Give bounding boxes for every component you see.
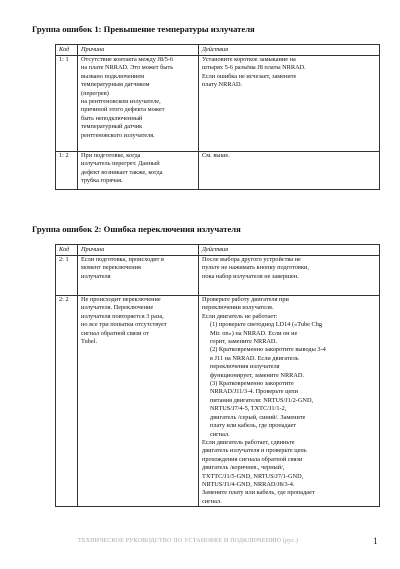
table-row: [56, 296, 380, 507]
error-action: [199, 56, 380, 152]
action-line: штырях 5-6 разъёма J8 платы NRRAD.: [202, 64, 306, 72]
action-line: сигнал.: [210, 430, 230, 438]
action-line: NRTUS/J1/4-GND, NRRAD/J8/3-4.: [202, 480, 295, 488]
error-action: [199, 296, 380, 507]
cause-line: трубка горячая.: [81, 177, 123, 185]
action-line: прохождения сигнала обратной связи: [202, 455, 303, 463]
error-action: [199, 152, 380, 190]
footer-text: ТЕХНИЧЕСКОЕ РУКОВОДСТВО ПО УСТАНОВКЕ И ПОДКЛЮЧЕНИЮ (рус.): [78, 538, 299, 544]
error-cause: [78, 296, 199, 507]
action-line: (3) Кратковременно закоротите: [210, 380, 294, 388]
error-code: 2: 1: [56, 256, 78, 296]
action-line: Mtr. on») на NRRAD. Если он не: [210, 329, 298, 337]
action-line: двигатель излучателя и проверьте цепь: [202, 447, 307, 455]
cause-line: излучателя: [81, 272, 111, 280]
action-line: После выбора другого устройства не: [202, 256, 301, 263]
action-line: в J11 на NRRAD. Если двигатель: [210, 354, 299, 362]
table-row: [56, 152, 380, 190]
group1-table: [55, 44, 380, 190]
cause-line: но все три попытки отсутствует: [81, 321, 167, 329]
cause-line: сигнал обратной связи от: [81, 329, 149, 337]
action-line: Замените плату или кабель, где пропадает: [202, 489, 315, 497]
header-cause: Причина: [78, 245, 199, 256]
action-line: Установите короткое замыкание на: [202, 56, 296, 63]
header-action: Действия: [199, 245, 380, 256]
action-line: (1) проверьте светодиод LD14 («Tube Chg: [210, 321, 322, 329]
group2-title: Группа ошибок 2: Ошибка переключения излучателя: [32, 224, 241, 234]
error-cause: [78, 152, 199, 190]
cause-line: быть неподключенный: [81, 114, 143, 122]
error-cause: [78, 56, 199, 152]
error-code: 2: 2: [56, 296, 78, 507]
cause-line: вызвано подключением: [81, 72, 145, 80]
action-line: сигнал.: [202, 497, 222, 505]
action-line: пульте не нажимать кнопку подготовки,: [202, 264, 309, 272]
action-line: плату NRRAD.: [202, 81, 243, 89]
cause-line: дефект возникает также, когда: [81, 168, 163, 176]
action-line: горит, замените NRRAD.: [210, 338, 278, 346]
error-cause: [78, 256, 199, 296]
cause-line: излучатель перегрет. Данный: [81, 160, 160, 168]
action-line: NRRAD/J11/3-4. Проверьте цепи: [210, 388, 298, 396]
action-line: NRTUS/J7/4-5, TXTC/J1/1-2,: [210, 405, 287, 413]
table-row: [56, 256, 380, 296]
action-line: двигатель /коричнев., черный/,: [202, 464, 285, 472]
action-line: Если двигатель не работает:: [202, 312, 278, 320]
action-line: пока набор излучателя не завершен.: [202, 272, 299, 280]
cause-line: излучателя повторяется 3 раза,: [81, 312, 164, 320]
action-line: Если двигатель работает, сдвиньте: [202, 438, 295, 446]
cause-line: момент переключения: [81, 264, 141, 272]
cause-line: причиной этого дефекта может: [81, 106, 165, 114]
cause-line: на плате NRRAD. Это может быть: [81, 64, 174, 72]
header-cause: Причина: [78, 45, 199, 56]
page-number: 1: [373, 536, 378, 546]
cause-line: Не происходит переключение: [81, 296, 161, 303]
cause-line: Если подготовка, происходит в: [81, 256, 164, 263]
action-line: переключении излучателя.: [202, 304, 274, 312]
error-code: 1: 2: [56, 152, 78, 190]
cause-line: При подготовке, когда: [81, 152, 141, 159]
group1-title: Группа ошибок 1: Превышение температуры излучателя: [32, 24, 255, 34]
action-line: функционирует, замените NRRAD.: [210, 371, 305, 379]
table-row: [56, 56, 380, 152]
action-line: TXTTC/J1/5-GND, NRTUS/J7/1-GND,: [202, 472, 304, 480]
action-line: питания двигателя: NRTUS/J1/2-GND,: [210, 396, 314, 404]
action-line: Если ошибка не исчезает, замените: [202, 72, 297, 80]
group2-table: [55, 244, 380, 507]
cause-line: Отсутствие контакта между J8/5-6: [81, 56, 174, 63]
action-line: двигатель /серый, синий/. Замените: [210, 413, 306, 421]
header-code: Код: [56, 245, 78, 256]
cause-line: излучателя. Переключение: [81, 304, 154, 312]
cause-line: рентгеновского излучателя.: [81, 131, 155, 139]
action-line: Проверьте работу двигателя при: [202, 296, 289, 303]
action-line: (2) Кратковременно закоротите выводы 3-4: [210, 346, 326, 354]
error-code: 1: 1: [56, 56, 78, 152]
cause-line: Tubel.: [81, 338, 98, 346]
cause-line: (перегрев): [81, 89, 109, 97]
action-line: плату или кабель, где пропадает: [210, 422, 297, 430]
action-line: переключения излучателя: [210, 363, 280, 371]
header-action: Действия: [199, 45, 380, 56]
header-code: Код: [56, 45, 78, 56]
cause-line: на рентгеновском излучателе,: [81, 98, 161, 106]
cause-line: температурным датчиком: [81, 81, 150, 89]
cause-line: температурный датчик: [81, 123, 143, 131]
action-line: См. выше.: [202, 152, 230, 159]
error-action: [199, 256, 380, 296]
